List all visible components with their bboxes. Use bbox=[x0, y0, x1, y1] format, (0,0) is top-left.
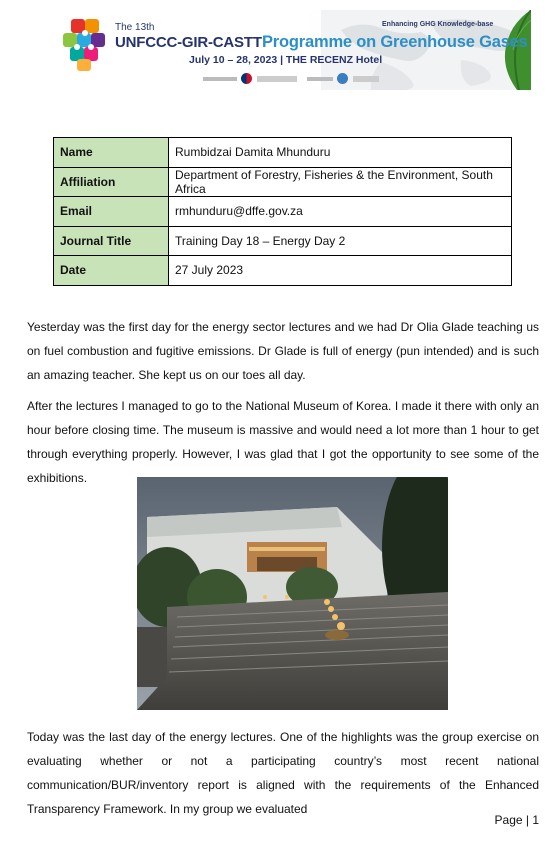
un-climate-emblem-icon bbox=[337, 73, 348, 84]
puzzle-logo-icon bbox=[61, 17, 111, 73]
event-dates: July 10 – 28, 2023 | THE RECENZ Hotel bbox=[189, 54, 383, 66]
tagline: Enhancing GHG Knowledge-base bbox=[382, 21, 494, 28]
label-affiliation: Affiliation bbox=[54, 167, 169, 197]
value-affiliation: Department of Forestry, Fisheries & the Environment, South Africa bbox=[169, 167, 512, 197]
table-row bbox=[54, 167, 512, 197]
paragraph-3: Today was the last day of the energy lectures. One of the highlights was the group exercise on evaluating whether or not a participating country’s most recent national communication/BUR/inventory report is aligned with the requirements of the Enhanced Transparency Framework. In my group we evaluated bbox=[27, 730, 539, 816]
paragraph-1: Yesterday was the first day for the energy sector lectures and we had Dr Olia Glade teaching us on fuel combustion and fugitive emissions. Dr Glade is full of energy (pun intended) and is such an amazing teacher. She kept us on our toes all day. bbox=[27, 320, 539, 382]
sponsor-logos bbox=[203, 72, 463, 86]
label-date: Date bbox=[54, 256, 169, 286]
value-date: 27 July 2023 bbox=[169, 256, 512, 286]
label-name: Name bbox=[54, 138, 169, 168]
label-journal-title: Journal Title bbox=[54, 226, 169, 256]
journal-info-table bbox=[53, 137, 512, 286]
edition-text: The 13th bbox=[115, 22, 155, 33]
table-row bbox=[54, 138, 512, 168]
table-row bbox=[54, 226, 512, 256]
page-number: Page | 1 bbox=[494, 813, 539, 827]
museum-photo bbox=[137, 477, 448, 710]
programme-title: Programme on Greenhouse Gases bbox=[262, 33, 528, 51]
table-row bbox=[54, 256, 512, 286]
header-banner bbox=[25, 10, 531, 90]
label-email: Email bbox=[54, 197, 169, 227]
org-title: UNFCCC-GIR-CASTT bbox=[115, 34, 262, 51]
table-row bbox=[54, 197, 512, 227]
value-journal-title: Training Day 18 – Energy Day 2 bbox=[169, 226, 512, 256]
paragraph-2: After the lectures I managed to go to the National Museum of Korea. I made it there with only an hour before closing time. The museum is massive and would need a lot more than 1 hour to get through everything properly. However, I was glad that I got the opportunity to see some of the exhibitions. bbox=[27, 399, 539, 485]
value-name: Rumbidzai Damita Mhunduru bbox=[169, 138, 512, 168]
korea-emblem-icon bbox=[241, 73, 252, 84]
value-email: rmhunduru@dffe.gov.za bbox=[169, 197, 512, 227]
